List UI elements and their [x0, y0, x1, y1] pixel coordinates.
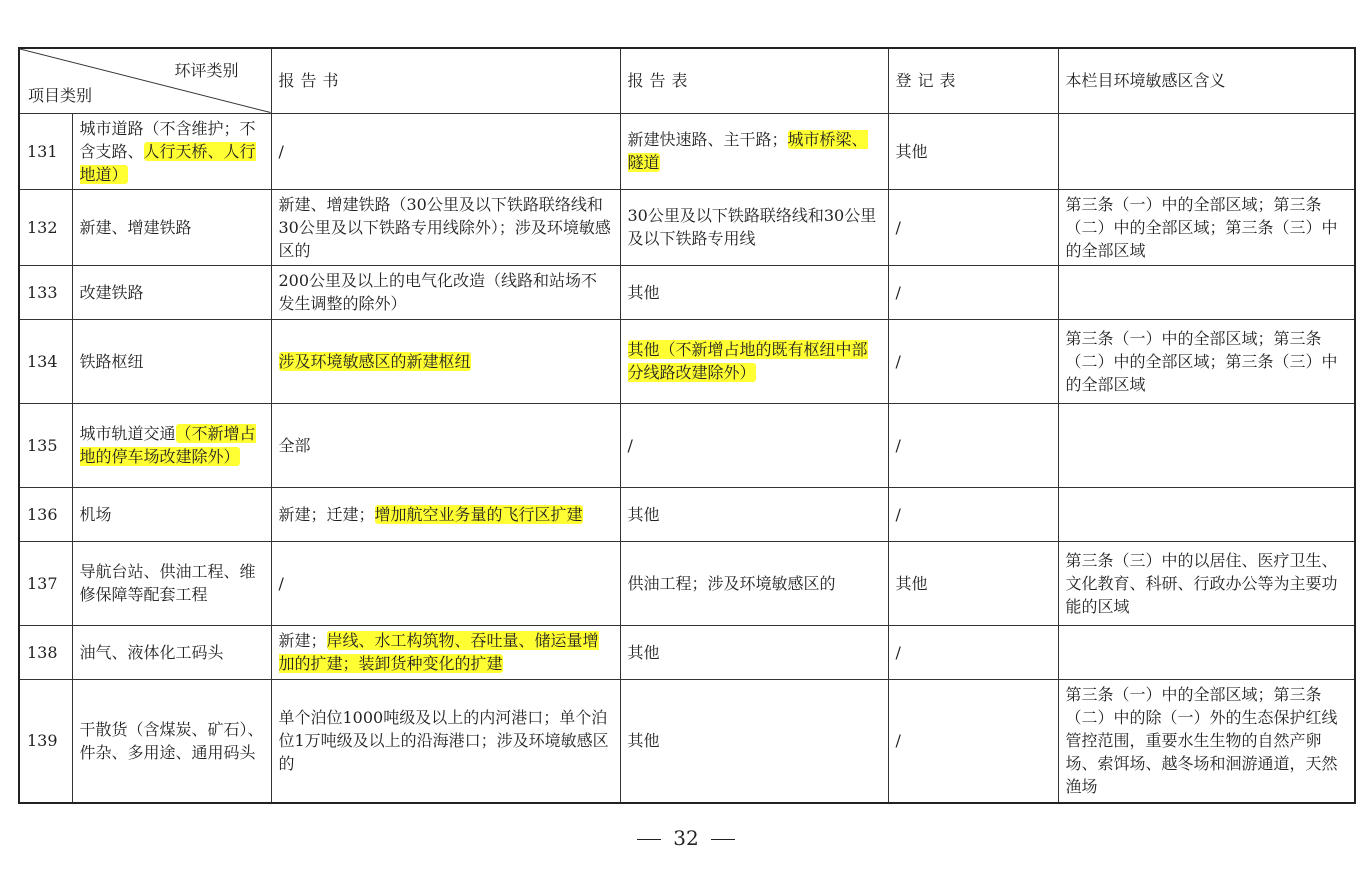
row-number: 136	[19, 487, 72, 541]
cell-text: 其他	[627, 731, 660, 751]
col-header-register: 登记表	[888, 48, 1058, 113]
cell-text: 其他	[627, 642, 660, 662]
col-header-report: 报告书	[271, 48, 620, 113]
highlighted-text: （不新增占地的停车场改建除外）	[79, 424, 256, 466]
report-cell	[271, 265, 620, 319]
sensitive-area-cell	[1058, 189, 1355, 265]
table-row	[19, 541, 1355, 625]
highlighted-text: 城市桥梁、隧道	[627, 130, 868, 172]
col-header-sensitive-area: 本栏目环境敏感区含义	[1058, 48, 1355, 113]
form-cell	[620, 625, 888, 679]
highlighted-text: 岸线、水工构筑物、吞吐量、储运量增加的扩建；装卸货种变化的扩建	[278, 631, 599, 673]
cell-text: 城市轨道交通	[79, 424, 176, 443]
eia-category-label: 环评类别	[174, 61, 239, 80]
register-cell	[888, 403, 1058, 487]
cell-text: /	[895, 351, 901, 371]
table-row	[19, 403, 1355, 487]
cell-text: 第三条（一）中的全部区域；第三条（二）中的全部区域；第三条（三）中的全部区域	[1065, 328, 1338, 394]
form-cell	[620, 319, 888, 403]
sensitive-area-cell	[1058, 319, 1355, 403]
cell-text: 第三条（一）中的全部区域；第三条（二）中的全部区域；第三条（三）中的全部区域	[1065, 194, 1338, 260]
cell-text: 其他	[627, 282, 660, 302]
form-cell	[620, 487, 888, 541]
row-number: 133	[19, 265, 72, 319]
table-row	[19, 113, 1355, 189]
category-cell	[72, 625, 271, 679]
cell-text: 单个泊位1000吨级及以上的内河港口；单个泊位1万吨级及以上的沿海港口；涉及环境敏感区的	[278, 708, 609, 774]
cell-text: /	[895, 435, 901, 455]
report-cell	[271, 541, 620, 625]
report-cell	[271, 189, 620, 265]
cell-text: 改建铁路	[79, 282, 144, 302]
table-row	[19, 679, 1355, 803]
highlighted-text: 人行天桥、人行地道）	[79, 141, 256, 184]
cell-text: 导航台站、供油工程、维修保障等配套工程	[79, 562, 256, 604]
row-number: 134	[19, 319, 72, 403]
sensitive-area-cell	[1058, 541, 1355, 625]
cell-text: /	[895, 731, 901, 751]
register-cell	[888, 541, 1058, 625]
sensitive-area-cell	[1058, 679, 1355, 803]
cell-text: 新建、增建铁路	[79, 217, 192, 237]
header-row	[19, 48, 1355, 113]
table-row	[19, 319, 1355, 403]
sensitive-area-cell	[1058, 625, 1355, 679]
sensitive-area-cell	[1058, 403, 1355, 487]
category-cell	[72, 189, 271, 265]
cell-text: 其他	[895, 573, 928, 593]
form-cell	[620, 403, 888, 487]
cell-text: /	[895, 217, 901, 237]
category-cell	[72, 541, 271, 625]
row-number: 135	[19, 403, 72, 487]
register-cell	[888, 625, 1058, 679]
highlighted-text: 涉及环境敏感区的新建枢纽	[278, 351, 471, 371]
register-cell	[888, 113, 1058, 189]
report-cell	[271, 113, 620, 189]
report-cell	[271, 625, 620, 679]
cell-text: 新建；	[278, 631, 327, 650]
category-cell	[72, 487, 271, 541]
cell-text: 其他	[627, 504, 660, 524]
category-cell	[72, 265, 271, 319]
cell-text: 200公里及以上的电气化改造（线路和站场不发生调整的除外）	[278, 271, 598, 313]
sensitive-area-cell	[1058, 265, 1355, 319]
sensitive-area-cell	[1058, 113, 1355, 189]
form-cell	[620, 189, 888, 265]
cell-text: /	[895, 282, 901, 302]
table-row	[19, 265, 1355, 319]
register-cell	[888, 319, 1058, 403]
row-number: 138	[19, 625, 72, 679]
form-cell	[620, 541, 888, 625]
report-cell	[271, 679, 620, 803]
highlighted-text: 其他（不新增占地的既有枢纽中部分线路改建除外）	[627, 340, 868, 382]
cell-text: /	[278, 141, 284, 161]
cell-text: 城市道路（不含维护；不含支路、	[79, 118, 256, 161]
form-cell	[620, 265, 888, 319]
cell-text: 新建；迁建；	[278, 504, 375, 524]
cell-text: 新建快速路、主干路；	[627, 130, 788, 149]
register-cell	[888, 265, 1058, 319]
highlighted-text: 增加航空业务量的飞行区扩建	[374, 504, 583, 524]
table-row	[19, 487, 1355, 541]
sensitive-area-cell	[1058, 487, 1355, 541]
row-number: 139	[19, 679, 72, 803]
report-cell	[271, 319, 620, 403]
cell-text: /	[627, 435, 633, 455]
report-cell	[271, 403, 620, 487]
eia-category-table	[18, 47, 1356, 804]
diagonal-header-cell	[19, 48, 271, 113]
table-row	[19, 625, 1355, 679]
footer-dash-left	[637, 839, 661, 840]
report-cell	[271, 487, 620, 541]
form-cell	[620, 113, 888, 189]
register-cell	[888, 679, 1058, 803]
category-cell	[72, 679, 271, 803]
row-number: 137	[19, 541, 72, 625]
form-cell	[620, 679, 888, 803]
cell-text: 第三条（三）中的以居住、医疗卫生、文化教育、科研、行政办公等为主要功能的区域	[1065, 550, 1338, 616]
cell-text: 新建、增建铁路（30公里及以下铁路联络线和30公里及以下铁路专用线除外）；涉及环境敏感区的	[278, 194, 611, 260]
row-number: 132	[19, 189, 72, 265]
page-number: 32	[673, 826, 699, 850]
register-cell	[888, 487, 1058, 541]
row-number: 131	[19, 113, 72, 189]
col-header-form: 报告表	[620, 48, 888, 113]
category-cell	[72, 113, 271, 189]
footer-dash-right	[711, 839, 735, 840]
cell-text: /	[895, 642, 901, 662]
cell-text: /	[895, 504, 901, 524]
cell-text: 全部	[278, 435, 311, 455]
cell-text: 机场	[79, 504, 112, 524]
cell-text: 其他	[895, 141, 928, 161]
register-cell	[888, 189, 1058, 265]
cell-text: 干散货（含煤炭、矿石）、件杂、多用途、通用码头	[79, 719, 264, 762]
project-category-label: 项目类别	[28, 85, 93, 105]
cell-text: 第三条（一）中的全部区域；第三条（二）中的除（一）外的生态保护红线管控范围，重要水生生物的自然产卵场、索饵场、越冬场和洄游通道，天然渔场	[1065, 685, 1338, 797]
page-footer	[0, 826, 1372, 850]
table-row	[19, 189, 1355, 265]
cell-text: /	[278, 573, 284, 593]
category-cell	[72, 403, 271, 487]
category-cell	[72, 319, 271, 403]
cell-text: 油气、液体化工码头	[79, 642, 224, 662]
cell-text: 铁路枢纽	[79, 351, 144, 371]
cell-text: 30公里及以下铁路联络线和30公里及以下铁路专用线	[627, 206, 877, 248]
cell-text: 供油工程；涉及环境敏感区的	[627, 573, 836, 593]
